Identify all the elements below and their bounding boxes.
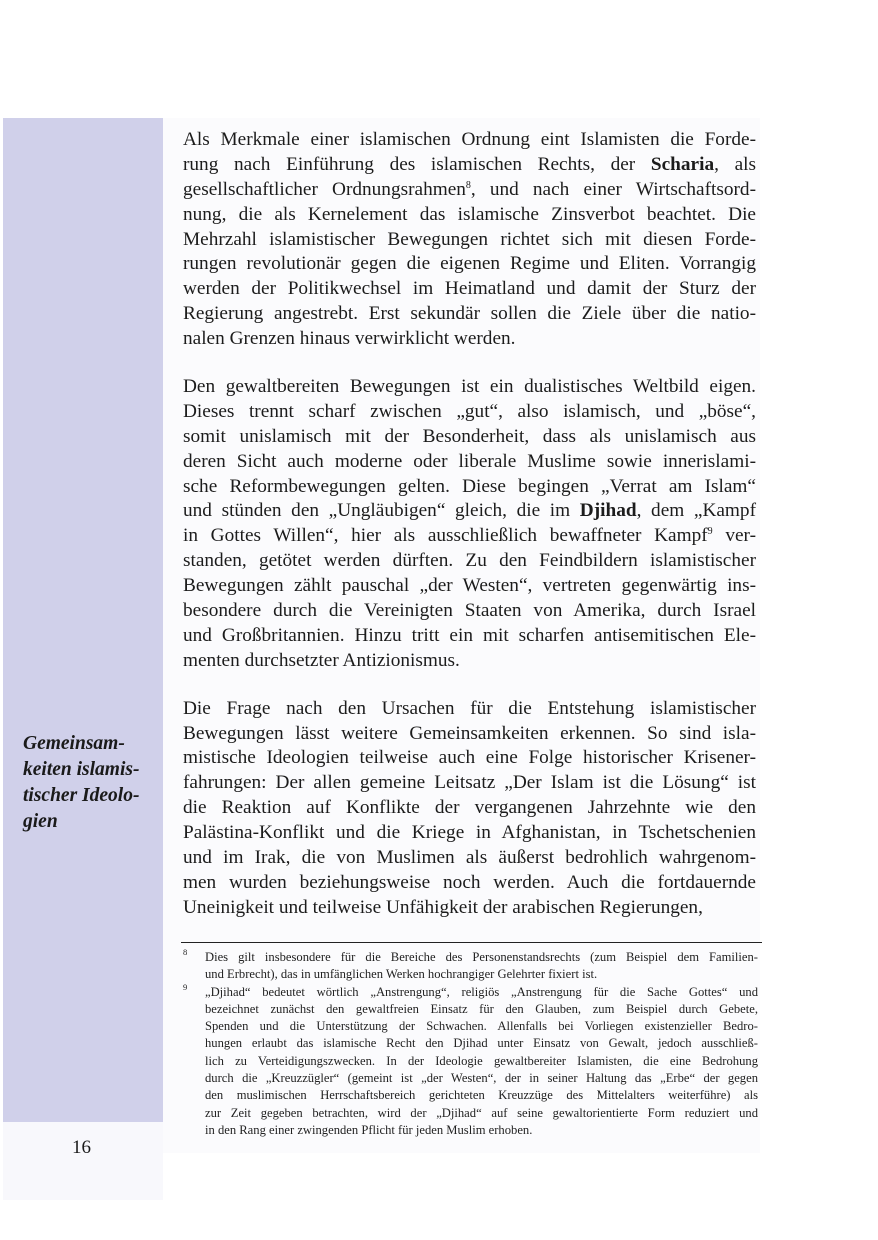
margin-heading-line: keiten islamis- — [23, 759, 140, 780]
text-line: somit unislamisch mit der Besonderheit, dass als unislamisch aus — [183, 425, 756, 447]
text-line: und stünden den „Ungläubigen“ gleich, die im Djihad, dem „Kampf — [183, 500, 756, 522]
paragraph — [183, 128, 756, 352]
text-line: besondere durch die Vereinigten Staaten von Amerika, durch Israel — [183, 600, 756, 622]
footnote — [181, 981, 758, 1140]
paragraph — [183, 375, 756, 674]
footnote-line: zur Zeit gegeben betrachten, wird der „Djihad“ auf seine gewaltorientierte Form reduziert und — [205, 1105, 758, 1120]
text-line: fahrungen: Der allen gemeine Leitsatz „Der Islam ist die Lösung“ ist — [183, 772, 756, 794]
margin-heading — [23, 731, 158, 835]
text-line: in Gottes Willen“, hier als ausschließlich bewaffneter Kampf$^9$ ver- — [183, 525, 756, 547]
footnote-mark: 8 — [183, 947, 188, 957]
footnote-mark: 9 — [183, 981, 188, 992]
footnote-line: in den Rang einer zwingenden Pflicht für jeden Muslim erhoben. — [205, 1122, 533, 1137]
text-line: rung nach Einführung des islamischen Rechts, der Scharia, als — [183, 153, 757, 175]
margin-heading-line: tischer Ideolo- — [23, 785, 140, 806]
text-line: und im Irak, die von Muslimen als äußerst bedrohlich wahrgenom- — [183, 847, 756, 869]
body-text — [183, 128, 756, 944]
text-line: Bewegungen lässt weitere Gemeinsamkeiten erkennen. So sind isla- — [183, 722, 756, 744]
paragraph — [183, 697, 756, 921]
margin-sidebar — [3, 118, 163, 1122]
bold-term: Djihad — [579, 500, 637, 522]
margin-heading-line: Gemeinsam- — [23, 733, 125, 754]
text-line: standen, getötet werden dürften. Zu den Feindbildern islamistischer — [183, 550, 756, 572]
text-line: sche Reformbewegungen gelten. Diese begingen „Verrat am Islam“ — [183, 475, 756, 497]
text-line: rungen revolutionär gegen die eigenen Regime und Eliten. Vorrangig — [183, 253, 756, 275]
text-line: Den gewaltbereiten Bewegungen ist ein dualistisches Weltbild eigen. — [183, 376, 756, 398]
text-line: nalen Grenzen hinaus verwirklicht werden. — [183, 328, 516, 350]
text-line: men wurden beziehungsweise noch werden. Auch die fortdauernde — [183, 871, 756, 893]
text-line: Mehrzahl islamistischer Bewegungen richtet sich mit diesen Forde- — [183, 228, 756, 250]
text-line: Bewegungen zählt pauschal „der Westen“, vertreten gegenwärtig ins- — [183, 575, 756, 597]
margin-sidebar-footer — [3, 1122, 163, 1200]
footnote-line: durch die „Kreuzzügler“ (gemeint ist „der Westen“, der in seiner Haltung das „Erbe“ der gegen — [205, 1071, 758, 1086]
text-line: Die Frage nach den Ursachen für die Entstehung islamistischer — [183, 697, 756, 719]
footnotes — [181, 949, 758, 1139]
footnote-line: bezeichnet zunächst den gewaltfreien Einsatz für den Glauben, zum Beispiel durch Gebete, — [205, 1001, 758, 1016]
text-line: Palästina-Konflikt und die Kriege in Afghanistan, in Tschetschenien — [183, 822, 756, 844]
footnote — [181, 949, 758, 984]
text-line: die Reaktion auf Konflikte der vergangenen Jahrzehnte wie den — [183, 797, 756, 819]
footnote-line: lich zu Verteidigungszwecken. In der Ideologie gewaltbereiter Islamisten, die eine Bedrohung — [205, 1053, 758, 1068]
footnote-line: hungen erlaubt das islamische Recht den Djihad unter Einsatz von Gewalt, jedoch ausschließ- — [205, 1036, 758, 1051]
text-line: Als Merkmale einer islamischen Ordnung eint Islamisten die Forde- — [183, 129, 756, 150]
footnote-reference: 9 — [707, 526, 713, 538]
page-number: 16 — [72, 1137, 91, 1158]
text-line: Dieses trennt scharf zwischen „gut“, also islamisch, und „böse“, — [183, 400, 756, 422]
footnote-line: Dies gilt insbesondere für die Bereiche des Personenstandsrechts (zum Beispiel dem Familien- — [205, 950, 758, 964]
footnote-line: „Djihad“ bedeutet wörtlich „Anstrengung“, religiös „Anstrengung für die Sache Gottes“ und — [205, 984, 758, 999]
footnote-line: Spenden und die Unterstützung der Schwachen. Allenfalls bei Vorliegen existenzieller Bedro- — [205, 1019, 758, 1034]
text-line: nung, die als Kernelement das islamische Zinsverbot beachtet. Die — [183, 203, 756, 225]
margin-heading-line: gien — [23, 811, 58, 832]
text-line: menten durchsetzter Antizionismus. — [183, 649, 460, 671]
footnote-reference: 8 — [465, 179, 471, 191]
text-line: werden der Politikwechsel im Heimatland und damit der Sturz der — [183, 278, 756, 300]
footnote-line: und Erbrecht), das in umfänglichen Werken hochrangiger Gelehrter fixiert ist. — [205, 967, 598, 982]
text-line: und Großbritannien. Hinzu tritt ein mit scharfen antisemitischen Ele- — [183, 624, 756, 646]
text-line: deren Sicht auch moderne oder liberale Muslime sowie innerislami- — [183, 450, 756, 472]
footnote-rule — [181, 942, 762, 943]
text-line: Regierung angestrebt. Erst sekundär sollen die Ziele über die natio- — [183, 303, 756, 325]
text-line: mistische Ideologien teilweise auch eine Folge historischer Krisener- — [183, 747, 756, 769]
text-line: Uneinigkeit und teilweise Unfähigkeit der arabischen Regierungen, — [183, 896, 703, 918]
bold-term: Scharia — [650, 153, 715, 175]
footnote-line: den muslimischen Herrschaftsbereich gerichteten Kreuzzüge des Mittelalters weiterführe) als — [205, 1088, 758, 1103]
text-line: gesellschaftlicher Ordnungsrahmen$^8$, und nach einer Wirtschaftsord- — [183, 178, 756, 200]
